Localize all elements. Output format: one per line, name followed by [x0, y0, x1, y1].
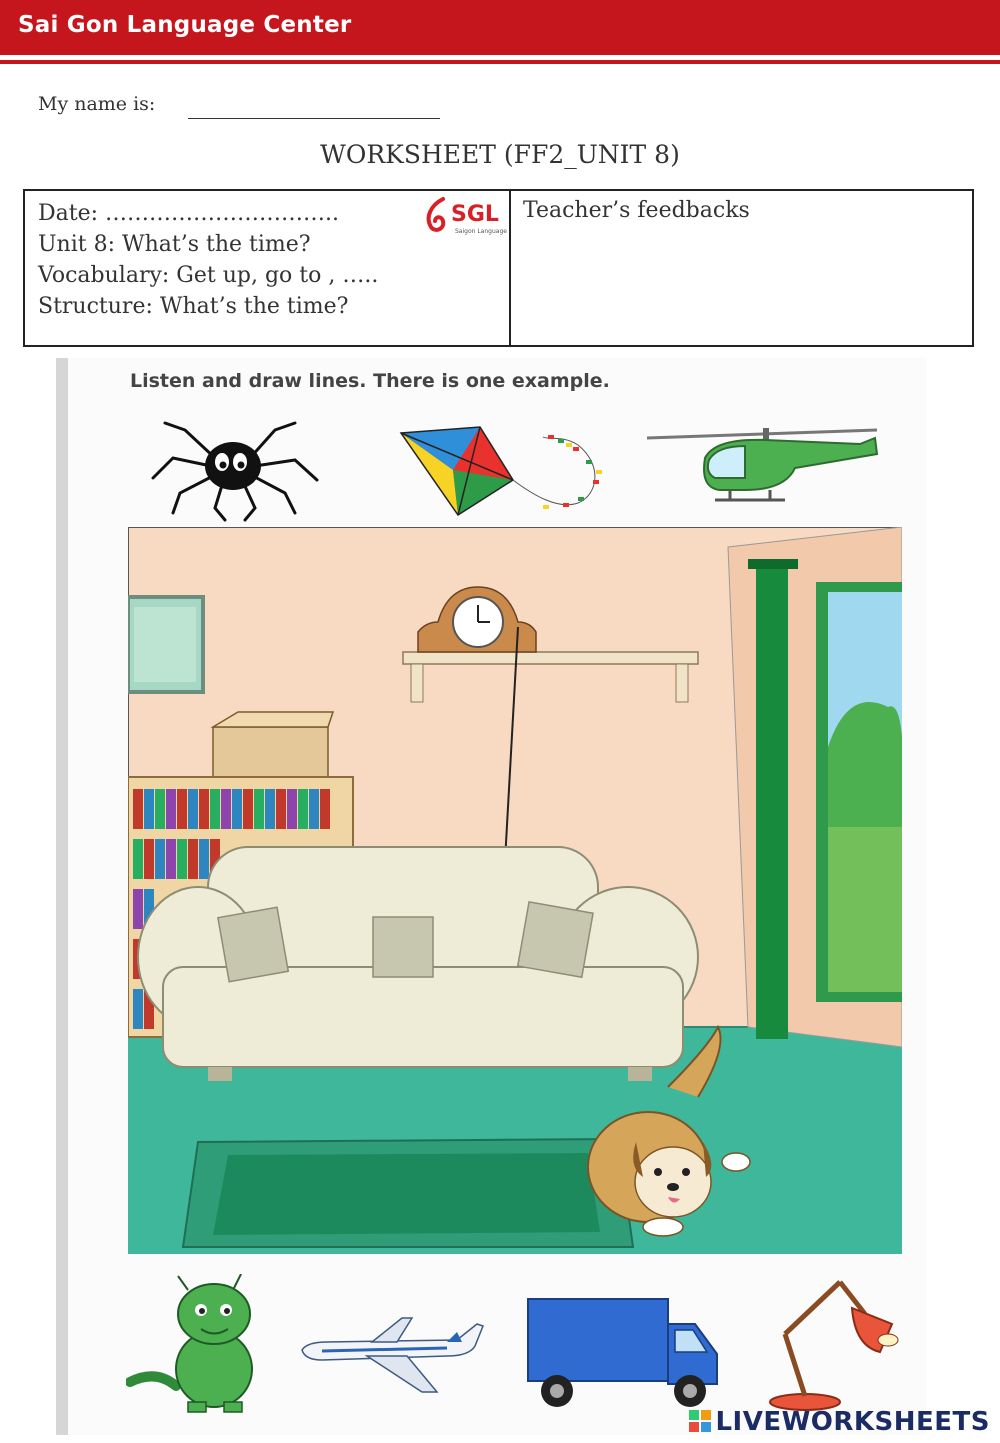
center-name: Sai Gon Language Center [18, 12, 352, 38]
logo-subtext: Saigon Language [455, 228, 507, 235]
sgl-logo [417, 195, 509, 239]
lamp-picture[interactable] [760, 1274, 905, 1414]
spider-picture[interactable] [145, 418, 325, 523]
logo-text: SGL [451, 202, 499, 227]
helicopter-picture[interactable] [645, 418, 885, 523]
lorry-picture[interactable] [525, 1296, 720, 1411]
liveworksheets-footer[interactable] [689, 1407, 990, 1437]
info-lines [38, 198, 378, 322]
unit-line: Unit 8: What’s the time? [38, 232, 311, 257]
header-divider [0, 60, 1000, 64]
footer-brand: LIVEWORKSHEETS [715, 1407, 990, 1437]
worksheet-title: WORKSHEET (FF2_UNIT 8) [320, 140, 680, 169]
vocabulary-line: Vocabulary: Get up, go to , ….. [38, 263, 379, 288]
plane-picture[interactable] [297, 1312, 487, 1397]
exercise-instruction: Listen and draw lines. There is one example. [130, 370, 610, 392]
liveworksheets-logo-icon [689, 1410, 711, 1432]
monster-picture[interactable] [126, 1274, 276, 1414]
living-room-scene [128, 527, 902, 1254]
header-bar [0, 0, 1000, 55]
name-label: My name is: [38, 93, 156, 115]
feedback-label: Teacher’s feedbacks [523, 198, 750, 223]
kite-picture[interactable] [398, 425, 613, 517]
info-divider [509, 191, 511, 345]
info-box [23, 189, 974, 347]
name-input-line[interactable] [188, 118, 440, 119]
date-line: Date: ………………………….. [38, 201, 340, 226]
structure-line: Structure: What’s the time? [38, 294, 349, 319]
